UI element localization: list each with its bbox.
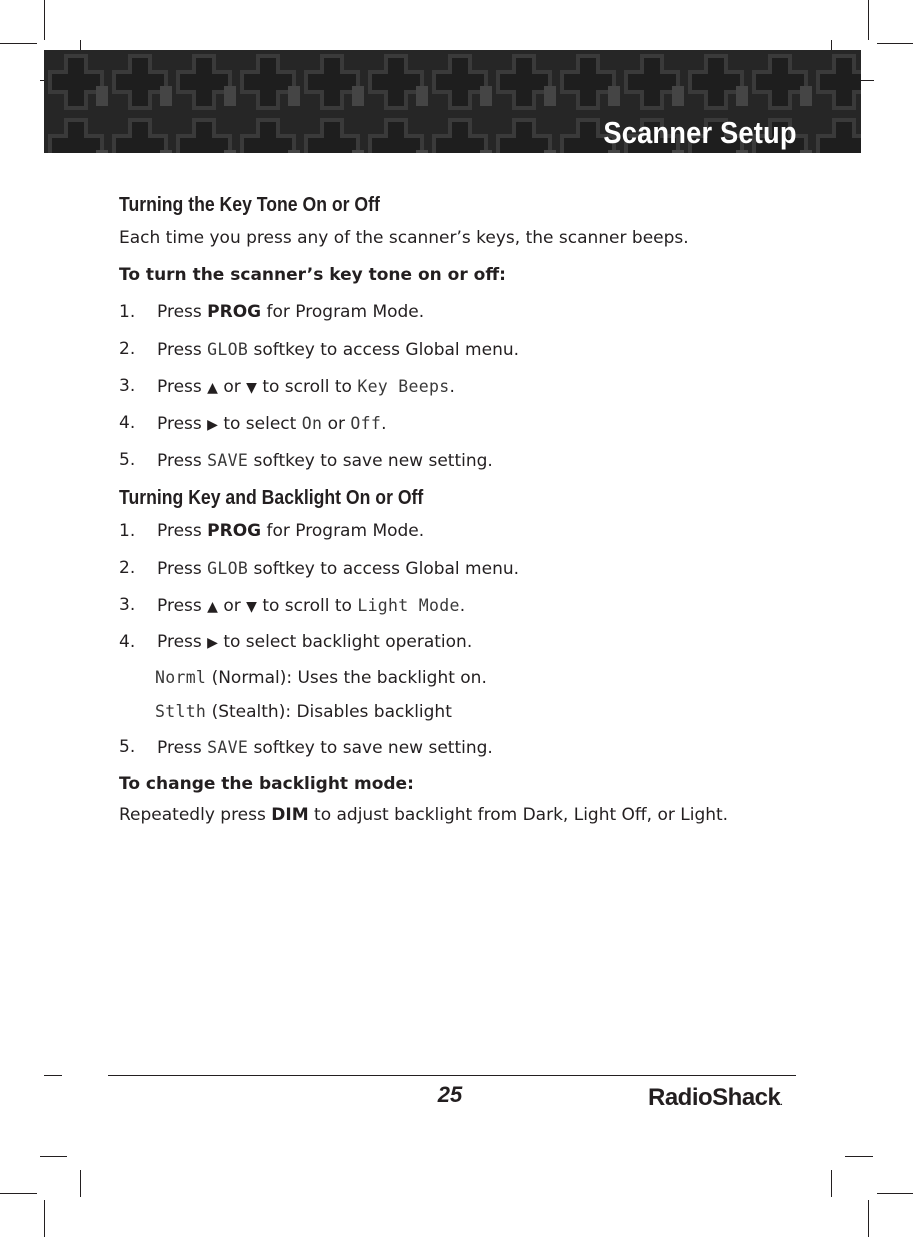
list-item: 1. Press PROG for Program Mode.: [119, 521, 425, 541]
section-heading-backlight: Turning Key and Backlight On or Off: [119, 486, 424, 509]
backlight-mode-heading: To change the backlight mode:: [119, 774, 414, 794]
list-item: 5. Press SAVE softkey to save new setting.: [119, 450, 493, 471]
list-item: 4. Press ▶ to select On or Off.: [119, 413, 387, 434]
list-item: 5. Press SAVE softkey to save new setting.: [119, 737, 493, 758]
crop-mark: [877, 43, 913, 44]
lcd-text: GLOB: [207, 340, 249, 359]
section-title: Scanner Setup: [603, 115, 797, 150]
lcd-text: Norml: [155, 668, 207, 687]
crop-mark: [0, 1193, 37, 1194]
crop-mark: [868, 0, 869, 40]
down-arrow-icon: ▼: [246, 380, 257, 396]
lcd-text: Stlth: [155, 702, 207, 721]
intro-text: Each time you press any of the scanner’s keys, the scanner beeps.: [119, 228, 689, 248]
section-heading-key-tone: Turning the Key Tone On or Off: [119, 193, 380, 216]
crop-mark: [44, 0, 45, 40]
lcd-text: SAVE: [207, 738, 249, 757]
down-arrow-icon: ▼: [246, 599, 257, 615]
instructions-heading: To turn the scanner’s key tone on or off:: [119, 265, 506, 285]
crop-mark: [80, 1170, 81, 1197]
footer-divider: [108, 1075, 796, 1076]
list-item: 2. Press GLOB softkey to access Global menu.: [119, 339, 520, 360]
list-item: 1. Press PROG for Program Mode.: [119, 302, 425, 322]
crop-mark: [0, 43, 37, 44]
crop-mark: [845, 1156, 873, 1157]
list-item: 3. Press ▲ or ▼ to scroll to Light Mode.: [119, 595, 466, 616]
page-number: 25: [437, 1082, 463, 1107]
list-item: 2. Press GLOB softkey to access Global menu.: [119, 558, 520, 579]
list-item: 4. Press ▶ to select backlight operation.: [119, 632, 473, 652]
crop-mark: [877, 1193, 913, 1194]
crop-mark: [831, 1170, 832, 1197]
header-banner: [44, 50, 861, 153]
right-arrow-icon: ▶: [207, 417, 218, 433]
up-arrow-icon: ▲: [207, 599, 218, 615]
crop-mark: [40, 1156, 67, 1157]
page-content: [119, 190, 739, 828]
list-item: 3. Press ▲ or ▼ to scroll to Key Beeps.: [119, 376, 455, 397]
lcd-text: Light Mode: [357, 596, 460, 615]
key-prog: PROG: [207, 521, 262, 541]
key-dim: DIM: [271, 805, 309, 825]
lcd-text: GLOB: [207, 559, 249, 578]
radioshack-logo: RadioShack.: [648, 1084, 783, 1111]
backlight-mode-text: Repeatedly press DIM to adjust backlight from Dark, Light Off, or Light.: [119, 805, 729, 825]
crop-mark: [44, 1075, 62, 1076]
option-item: Norml (Normal): Uses the backlight on.: [155, 668, 487, 688]
option-item: Stlth (Stealth): Disables backlight: [155, 702, 452, 722]
lcd-text: SAVE: [207, 451, 249, 470]
crop-mark: [44, 1200, 45, 1237]
lcd-text: On: [301, 414, 323, 433]
lcd-text: Key Beeps: [357, 377, 450, 396]
up-arrow-icon: ▲: [207, 380, 218, 396]
key-prog: PROG: [207, 302, 262, 322]
lcd-text: Off: [350, 414, 382, 433]
right-arrow-icon: ▶: [207, 635, 218, 651]
crop-mark: [868, 1200, 869, 1237]
